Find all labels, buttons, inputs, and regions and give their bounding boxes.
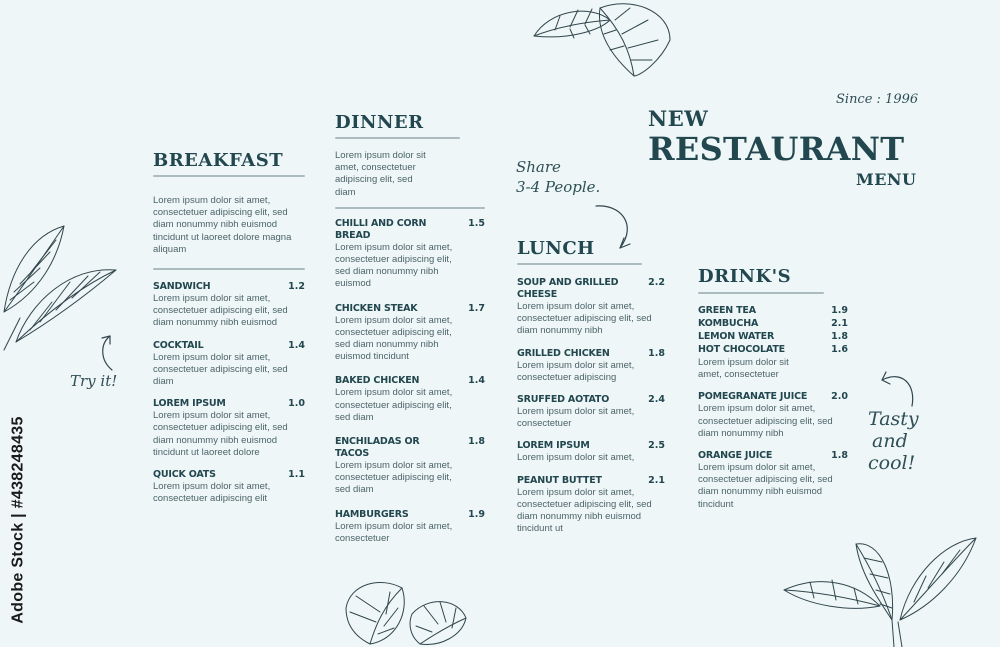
- dinner-item-desc: Lorem ipsum dolor sit amet, consectetuer: [335, 520, 453, 544]
- breakfast-item-row: [153, 281, 305, 293]
- dinner-item-name: HAMBURGERS: [335, 508, 409, 520]
- dinner-heading: DINNER: [335, 112, 424, 133]
- breakfast-intro-rule: [153, 268, 305, 270]
- dinner-section: [335, 112, 485, 557]
- breakfast-item-row: [153, 469, 305, 481]
- drink-name: HOT CHOCOLATE: [698, 344, 785, 355]
- lunch-item-desc: Lorem ipsum dolor sit amet, consectetuer adipiscing: [517, 359, 635, 383]
- dinner-intro: Lorem ipsum dolor sit amet, consectetuer adipiscing elit, sed diam: [335, 150, 426, 198]
- drinks-item-name: ORANGE JUICE: [698, 450, 773, 462]
- hot-chocolate-desc: Lorem ipsum dolor sit amet, consectetuer: [698, 357, 789, 381]
- lunch-item-name: SRUFFED AOTATO: [517, 394, 610, 406]
- share-note: [516, 157, 600, 197]
- dinner-item-desc: Lorem ipsum dolor sit amet, consectetuer adipiscing elit, sed diam: [335, 460, 453, 496]
- drinks-section: [698, 266, 848, 521]
- drinks-item-price: 2.0: [831, 391, 848, 403]
- drinks-item-row: [698, 391, 848, 403]
- lunch-item: [517, 348, 665, 384]
- drinks-heading: DRINK'S: [698, 266, 792, 287]
- drinks-item: [698, 391, 848, 440]
- lunch-item: [517, 475, 665, 536]
- lunch-item-price: 2.1: [648, 474, 665, 486]
- dinner-item-desc: Lorem ipsum dolor sit amet, consectetuer adipiscing elit, sed diam: [335, 387, 453, 423]
- dinner-item: [335, 375, 485, 424]
- try-it-note: Try it!: [70, 372, 118, 390]
- drink-row: [698, 305, 848, 317]
- breakfast-item-desc: Lorem ipsum dolor sit amet, consectetuer adipiscing elit, sed diam nonummy nibh euismod tincidunt ut laoreet dolore: [153, 410, 288, 458]
- dinner-heading-rule: [335, 137, 460, 139]
- lunch-heading-rule: [517, 263, 642, 265]
- breakfast-heading: BREAKFAST: [153, 150, 284, 171]
- drinks-item-name: POMEGRANATE JUICE: [698, 391, 808, 403]
- arrow-try-it-icon: [94, 330, 124, 375]
- lunch-item-desc: Lorem ipsum dolor sit amet, consectetuer adipiscing elit, sed diam nonummy nibh: [517, 301, 652, 337]
- dinner-item: [335, 218, 485, 291]
- lunch-section: [517, 238, 665, 545]
- dinner-item-row: [335, 218, 485, 242]
- breakfast-item-price: 1.1: [288, 469, 305, 481]
- dinner-item: [335, 436, 485, 497]
- drink-name: GREEN TEA: [698, 305, 756, 316]
- dinner-items: [335, 218, 485, 545]
- lunch-items: [517, 277, 665, 535]
- since-label: Since : 1996: [836, 92, 919, 107]
- dinner-item-desc: Lorem ipsum dolor sit amet, consectetuer adipiscing elit, sed diam nonummy nibh euismod: [335, 241, 453, 290]
- lunch-item: [517, 394, 665, 430]
- lunch-item-row: [517, 440, 665, 452]
- dinner-item-name: ENCHILADAS OR TACOS: [335, 436, 420, 460]
- monstera-leaf-bottom-icon: [340, 578, 470, 647]
- drink-row: [698, 344, 848, 356]
- dinner-item-price: 1.7: [468, 302, 485, 314]
- breakfast-item: [153, 281, 305, 330]
- lunch-item-name: SOUP AND GRILLED CHEESE: [517, 277, 619, 300]
- breakfast-item-name: SANDWICH: [153, 281, 211, 293]
- drinks-heading-rule: [698, 292, 824, 294]
- tasty-note-line-3: cool!: [868, 452, 916, 474]
- title-new: NEW: [648, 106, 709, 131]
- breakfast-section: [153, 150, 305, 515]
- lunch-item-name: PEANUT BUTTET: [517, 474, 602, 486]
- lunch-item-desc: Lorem ipsum dolor sit amet, consectetuer adipiscing elit, sed diam nonummy nibh euismod tincidunt ut: [517, 486, 652, 535]
- share-note-line-2: 3-4 People.: [516, 178, 601, 196]
- dinner-item: [335, 509, 485, 545]
- lunch-item-desc: Lorem ipsum dolor sit amet,: [517, 452, 635, 464]
- drink-price: 1.9: [831, 305, 848, 316]
- dinner-item-name: CHILLI AND CORN BREAD: [335, 217, 427, 241]
- breakfast-item: [153, 340, 305, 389]
- drinks-item-desc: Lorem ipsum dolor sit amet, consectetuer adipiscing elit, sed diam nonummy nibh euismod tincidunt: [698, 462, 833, 510]
- dinner-item-price: 1.8: [468, 436, 485, 448]
- title-menu: MENU: [856, 170, 917, 189]
- breakfast-item-desc: Lorem ipsum dolor sit amet, consectetuer adipiscing elit, sed diam: [153, 351, 288, 388]
- drinks-item-row: [698, 450, 848, 462]
- breakfast-item-desc: Lorem ipsum dolor sit amet, consectetuer adipiscing elit: [153, 481, 271, 505]
- lunch-item-desc: Lorem ipsum dolor sit amet, consectetuer: [517, 406, 635, 430]
- lunch-item-row: [517, 348, 665, 360]
- drink-row: [698, 331, 848, 343]
- dinner-item-name: BAKED CHICKEN: [335, 375, 420, 387]
- tasty-note: [868, 408, 919, 474]
- tasty-note-line-2: and: [872, 430, 908, 452]
- breakfast-item-price: 1.0: [288, 398, 305, 410]
- drink-price: 2.1: [831, 318, 848, 329]
- lunch-item-row: [517, 394, 665, 406]
- dinner-item-row: [335, 436, 485, 460]
- breakfast-item-name: COCKTAIL: [153, 339, 204, 351]
- drinks-item: [698, 450, 848, 511]
- breakfast-item-price: 1.4: [288, 339, 305, 351]
- dinner-item-name: CHICKEN STEAK: [335, 302, 418, 314]
- lunch-item-price: 1.8: [648, 347, 665, 359]
- drinks-item-desc: Lorem ipsum dolor sit amet, consectetuer adipiscing elit, sed diam nonummy nibh: [698, 403, 833, 439]
- dinner-item: [335, 303, 485, 364]
- stock-id-label: [6, 405, 32, 635]
- breakfast-items: [153, 281, 305, 505]
- dinner-item-row: [335, 375, 485, 387]
- dinner-item-price: 1.5: [468, 217, 485, 229]
- dinner-item-row: [335, 509, 485, 521]
- dinner-item-price: 1.4: [468, 375, 485, 387]
- dinner-intro-rule: [335, 207, 485, 209]
- breakfast-item-row: [153, 398, 305, 410]
- breakfast-intro: Lorem ipsum dolor sit amet, consectetuer adipiscing elit, sed diam nonummy nibh euismod tincidunt ut laoreet dolore magna aliquam: [153, 195, 292, 255]
- lunch-item: [517, 440, 665, 464]
- monstera-leaf-top-icon: [530, 0, 680, 80]
- lunch-item-price: 2.2: [648, 277, 665, 288]
- lunch-item-row: [517, 475, 665, 487]
- lunch-heading: LUNCH: [517, 238, 595, 259]
- breakfast-heading-rule: [153, 175, 305, 177]
- breakfast-item-desc: Lorem ipsum dolor sit amet, consectetuer adipiscing elit, sed diam nonummy nibh euismod: [153, 293, 288, 329]
- drink-name: KOMBUCHA: [698, 318, 759, 329]
- lunch-item-price: 2.4: [648, 394, 665, 406]
- breakfast-item-name: QUICK OATS: [153, 469, 216, 481]
- breakfast-item: [153, 398, 305, 459]
- tasty-note-line-1: Tasty: [868, 408, 919, 430]
- breakfast-item-price: 1.2: [288, 281, 305, 293]
- arrow-tasty-icon: [872, 366, 922, 411]
- breakfast-item-row: [153, 340, 305, 352]
- dinner-item-desc: Lorem ipsum dolor sit amet, consectetuer adipiscing elit, sed diam nonummy nibh euismod tincidunt: [335, 314, 453, 363]
- share-note-line-1: Share: [516, 158, 561, 176]
- title-restaurant: RESTAURANT: [648, 130, 905, 168]
- lunch-item-name: GRILLED CHICKEN: [517, 347, 610, 359]
- drink-name: LEMON WATER: [698, 331, 775, 342]
- breakfast-item: [153, 469, 305, 505]
- lunch-item: [517, 277, 665, 338]
- stock-id-text: Adobe Stock | #438248435: [10, 416, 27, 624]
- drinks-items: [698, 391, 848, 510]
- lunch-item-row: [517, 277, 665, 301]
- dinner-item-row: [335, 303, 485, 315]
- drink-row: [698, 318, 848, 330]
- drinks-simple-items: [698, 305, 848, 356]
- banana-leaf-right-icon: [780, 536, 980, 647]
- breakfast-item-name: LOREM IPSUM: [153, 398, 226, 410]
- lunch-item-price: 2.5: [648, 440, 665, 452]
- drink-price: 1.8: [831, 331, 848, 342]
- lunch-item-name: LOREM IPSUM: [517, 440, 590, 452]
- drink-price: 1.6: [831, 344, 848, 355]
- drinks-item-price: 1.8: [831, 450, 848, 462]
- dinner-item-price: 1.9: [468, 508, 485, 520]
